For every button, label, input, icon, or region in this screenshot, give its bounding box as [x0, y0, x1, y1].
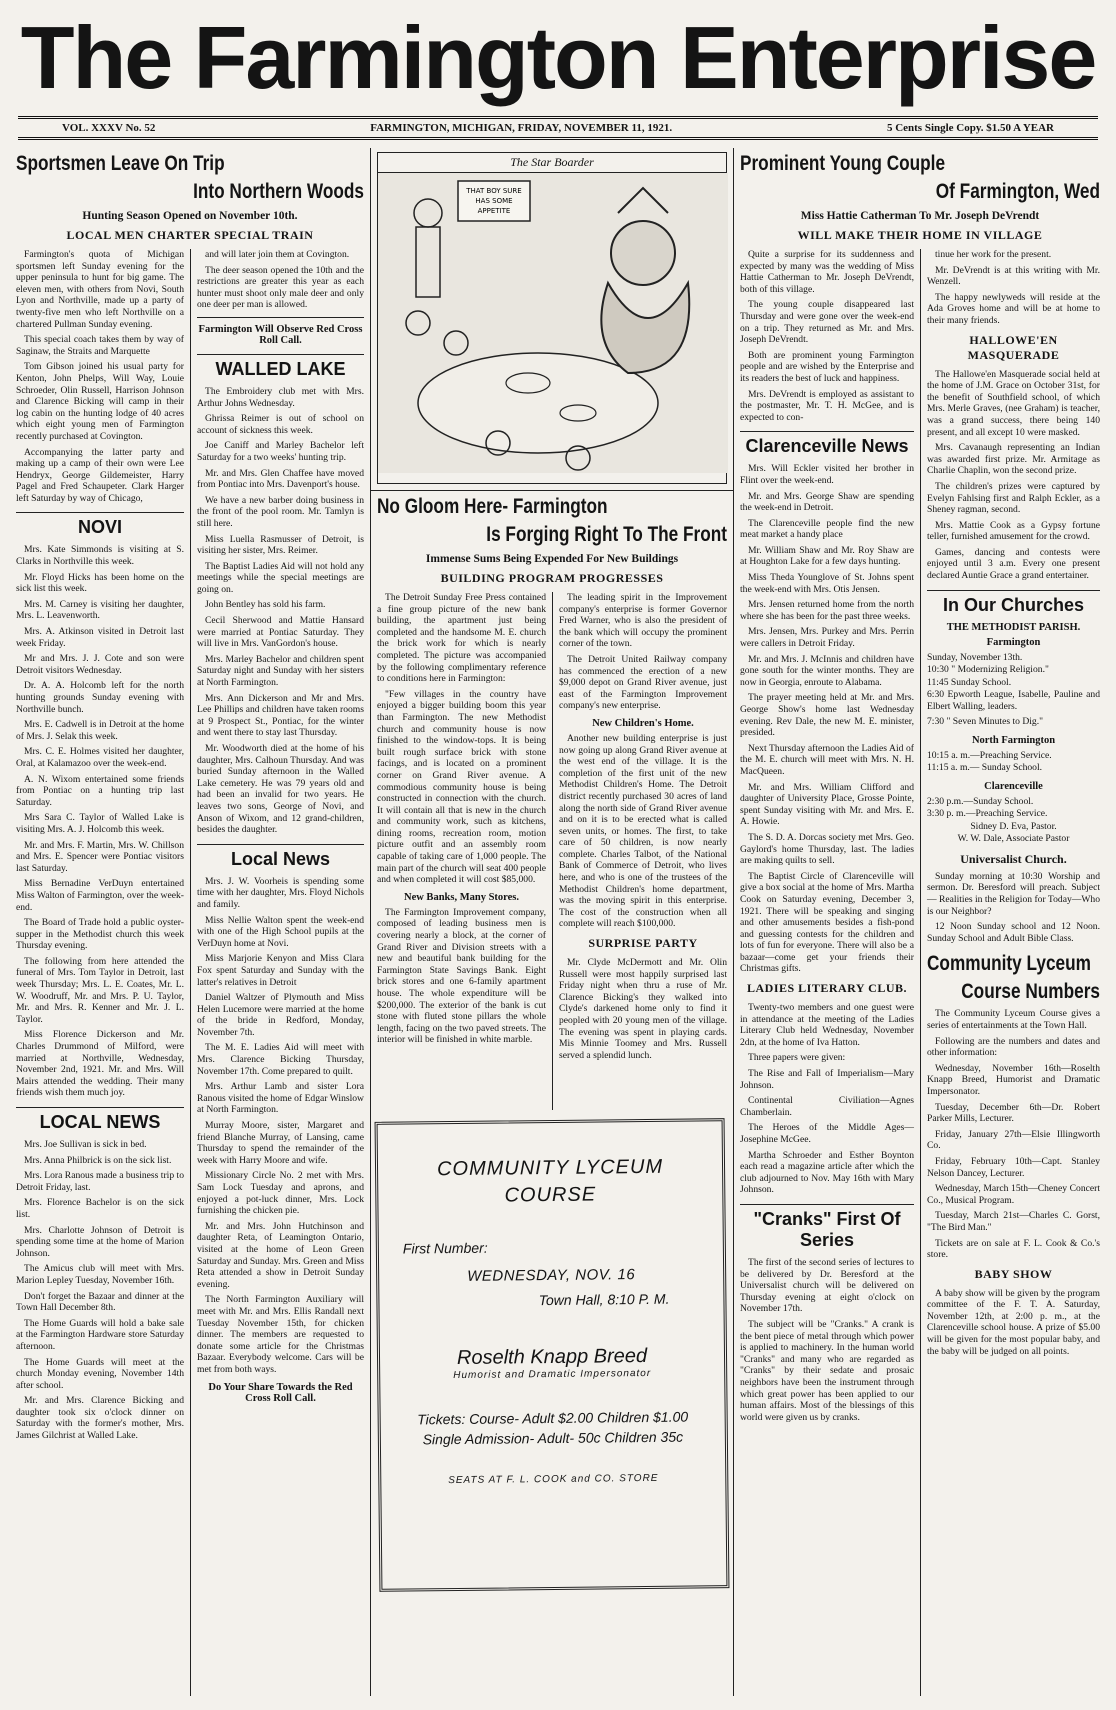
literary-heading: LADIES LITERARY CLUB.	[746, 981, 907, 996]
novi-item: The following from here attended the funeral of Mrs. Tom Taylor in Detroit, last week Thursday; Mrs. L. E. Coates, Mr. L. W. Woodruff, Mr. and Mrs. P. U. Taylor, Mr. and Mrs. R. Kenner and Mr. J. L. Taylor.	[16, 955, 184, 1025]
ad-first-number: First Number:	[402, 1239, 488, 1257]
article-paragraph: Another new building enterprise is just now going up along Grand River avenue at the west end of the village. It is the completion of the first unit of the new Methodist Children's Home. The Detroit district recently purchased 30 acres of land along the north side of Grand River avenue and on it is to be erected what is called seven units, or homes. The first, to take care of 50 children, is now nearly complete. Charles Talbot, of the National Bank of Commerce of Detroit, who lives here, and who is one of the trustees of the Methodist Children's home department, was the moving spirit in this enterprise. The cost of the construction when all complete will reach $100,000.	[559, 732, 727, 930]
local-item: The North Farmington Auxiliary will meet with Mr. and Mrs. Ellis Randall next Tuesday November 15th, for chicken dinner. The members are requested to donate some article for the Christmas Bazaar. Everybody welcome. Cars will be met from both ways.	[197, 1294, 364, 1375]
schedule-line: Sidney D. Eva, Pastor.	[970, 820, 1057, 832]
walled-lake-item: John Bentley has sold his farm.	[205, 599, 326, 611]
literary-item: Twenty-two members and one guest were in attendance at the meeting of the Ladies Literary Club held Wednesday, November 2dn, at the home of Iva Hatton.	[740, 1002, 914, 1048]
column-3	[371, 592, 552, 1110]
novi-item: Miss Bernadine VerDuyn entertained Miss Walton of Farmington, over the week-end.	[16, 878, 184, 913]
walled-lake-item: The Baptist Ladies Aid will not hold any meetings while the special meetings are going on.	[197, 560, 364, 595]
clarenceville-heading: Clarenceville News	[740, 431, 914, 457]
article-paragraph: and will later join them at Covington.	[205, 249, 350, 260]
cartoon-caption: The Star Boarder	[378, 153, 726, 173]
sportsmen-deck-2: LOCAL MEN CHARTER SPECIAL TRAIN	[66, 228, 314, 242]
local-item: Murray Moore, sister, Margaret and friend Blanche Murray, of Lansing, came Thursday to spend the remainder of the week with Harry Moore and wife.	[197, 1120, 364, 1166]
walled-lake-item: We have a new barber doing business in the front of the pool room. Mr. Tamlyn is still here.	[197, 494, 364, 529]
walled-lake-item: Mrs. Marley Bachelor and children spent Saturday night and Sunday with her sisters at North Farmington.	[197, 653, 364, 689]
article-paragraph: The deer season opened the 10th and the restrictions are greater this year as each hunter must shoot only male deer and only one deer per man is allowed.	[197, 264, 364, 311]
column-4	[552, 592, 733, 1110]
lyceum-item: The Community Lyceum Course gives a series of entertainments at the Town Hall.	[927, 1008, 1100, 1031]
article-paragraph: Quite a surprise for its suddenness and expected by many was the wedding of Miss Hattie Catherman to Mr. Joseph DeVrendt, both of this village.	[740, 249, 914, 295]
local-item: The Home Guards will hold a bake sale at the Farmington Hardware store Saturday afternoon.	[16, 1317, 184, 1352]
masthead	[10, 0, 1106, 116]
local-news-heading: Local News	[197, 844, 364, 870]
schedule-line: 7:30 " Seven Minutes to Dig."	[927, 716, 1044, 728]
ad-title-1: COMMUNITY LYCEUM	[436, 1155, 664, 1181]
ad-seats: SEATS AT F. L. COOK and CO. STORE	[448, 1472, 659, 1487]
cartoon-illustration	[378, 173, 728, 473]
universalist-item: 12 Noon Sunday school and 12 Noon. Sunday School and Adult Bible Class.	[927, 921, 1100, 944]
red-cross-notice: Farmington Will Observe Red Cross Roll Call.	[198, 323, 363, 346]
cranks-item: The subject will be "Cranks." A crank is the bent piece of metal through which power is applied to machinery. In the human world "Cranks" and many who are regarded as "Cranks" by their sedate and prosaic neighbors have been the instrument through which great power has been applied to our human affairs. Most of the blessings of this world were given us by cranks.	[740, 1318, 914, 1423]
article-paragraph: The Detroit Sunday Free Press contained a fine group picture of the new bank building, the apartment just being completed and the handsome M. E. church the brick work for which is nearly completed. The picture was accompanied by the following complimentary reference to conditions here in Farmington:	[377, 592, 546, 685]
red-cross-roll-call-notice: Do Your Share Towards the Red Cross Roll Call.	[208, 1381, 353, 1404]
clarenceville-item: The prayer meeting held at Mr. and Mrs. George Show's home last Wednesday evening. Rev Dale, the new M. E. minister, presided.	[740, 692, 914, 739]
literary-item: Martha Schroeder and Esther Boynton each read a magazine article after which the club adjourned to Nov. May 16th with Mary Johnson.	[740, 1149, 914, 1196]
local-item: Mrs. Arthur Lamb and sister Lora Ranous visited the home of Edgar Winslow at North Farmington.	[197, 1081, 364, 1116]
local-item: Mr. and Mrs. John Hutchinson and daughter Reta, of Leamington Ontario, visited at the home of Leon Green Saturday and Sunday. Mrs. Green and Miss Reta attended a show in Detroit Sunday evening.	[197, 1220, 364, 1290]
clarenceville-item: Miss Theda Younglove of St. Johns spent the week-end with Mrs. Otis Jensen.	[740, 572, 914, 595]
walled-lake-item: Miss Luella Rasmusser of Detroit, is visiting her sister, Mrs. Reimer.	[197, 533, 364, 557]
gloom-subhead-1: New Banks, Many Stores.	[403, 891, 520, 903]
local-item: Miss Marjorie Kenyon and Miss Clara Fox spent Saturday and Sunday with the latter's relatives in Detroit	[197, 953, 364, 988]
lyceum-item: Tickets are on sale at F. L. Cook & Co.'s store.	[927, 1237, 1100, 1261]
column-6	[920, 249, 1106, 1696]
clarenceville-church-heading: Clarenceville	[984, 780, 1043, 792]
local-item: Mrs. J. W. Voorheis is spending some time with her daughter, Mrs. Floyd Nichols and family.	[197, 875, 364, 910]
right-block	[734, 148, 1106, 1696]
walled-lake-heading: WALLED LAKE	[197, 354, 364, 380]
local-item: Mrs. Lora Ranous made a business trip to Detroit Friday, last.	[16, 1170, 184, 1193]
lyceum-item: Wednesday, November 16th—Roselth Knapp Breed, Humorist and Dramatic Impersonator.	[927, 1062, 1100, 1097]
novi-item: Dr. A. A. Holcomb left for the north hunting grounds Sunday evening with Northville bunch.	[16, 680, 184, 715]
local-item: Mrs. Joe Sullivan is sick in bed.	[24, 1139, 147, 1150]
lyceum-item: Friday, February 10th—Capt. Stanley Nelson Dancey, Lecturer.	[927, 1155, 1100, 1179]
methodist-location: Farmington	[986, 636, 1041, 648]
ad-date: WEDNESDAY, NOV. 16	[467, 1266, 636, 1285]
halloween-item: Mrs. Cavanaugh representing an Indian was awarded first prize. Mr. Armitage as Charlie Chaplin, won the second prize.	[927, 442, 1100, 477]
clarenceville-item: The Clarenceville people find the new meat market a handy place	[740, 517, 914, 541]
article-paragraph: Farmington's quota of Michigan sportsmen left Sunday evening for the upper peninsula to hunt for big game. The eleven men, with others from Novi, South Lyon and Northville, made up a party of twenty-five men who left Northville on a chartered Pullman Sunday evening.	[16, 249, 184, 330]
gloom-deck-1: Immense Sums Being Expended For New Buildings	[425, 553, 679, 565]
article-paragraph: This special coach takes them by way of Saginaw, the Straits and Marquette	[16, 334, 184, 357]
novi-heading: NOVI	[16, 512, 184, 538]
walled-lake-item: Mr. Woodworth died at the home of his daughter, Mrs. Calhoun Thursday. And was buried Sunday afternoon in the Walled Lake cemetery. He was 79 years old and had been an invalid for two years. He leaves two sons, George of Novi, and Anson of Wixom, and 12 grand-children, besides the daughter.	[197, 743, 364, 836]
local-item: Miss Nellie Walton spent the week-end with one of the High School pupils at the VerDuyn home at Novi.	[197, 914, 364, 949]
lyceum-item: Friday, January 27th—Elsie Illingworth Co.	[927, 1128, 1100, 1152]
article-paragraph: The leading spirit in the Improvement company's enterprise is former Governor Fred Warner, who is also the president of the bank which will occupy the prominent corner of the town.	[559, 592, 727, 650]
article-paragraph: Mrs. DeVrendt is employed as assistant to the postmaster, Mr. T. H. McGee, and is expected to con-	[740, 388, 914, 423]
local-news-heading-2: LOCAL NEWS	[16, 1107, 184, 1133]
cartoon-balloon-line: APPETITE	[477, 207, 511, 215]
halloween-item: The children's prizes were captured by Evelyn Fahlsing first and Ralph Eckler, as a Sheney ragman, second.	[927, 480, 1100, 516]
sportsmen-article	[10, 148, 370, 249]
clarenceville-item: Mrs. Jensen returned home from the north where she has been for the past three weeks.	[740, 599, 914, 622]
sportsmen-headline-1: Sportsmen Leave On Trip	[16, 152, 225, 175]
couple-deck-1: Miss Hattie Catherman To Mr. Joseph DeVrendt	[800, 210, 1040, 222]
ad-prices-course: Tickets: Course- Adult $2.00 Children $1.00	[417, 1408, 689, 1428]
novi-item: Mrs. Kate Simmonds is visiting at S. Clarks in Northville this week.	[16, 544, 184, 568]
novi-item: The Board of Trade hold a public oyster-supper in the Methodist church this week Thursday evening.	[16, 917, 184, 952]
article-paragraph: "Few villages in the country have enjoyed a bigger building boom this year than Farmington. The new Methodist church and community house is now finished to the window-tops. It is being built rough surface brick with stone facings, and is located on a prominent corner on Grand River avenue. A commodious community house is being constructed in connection with the church. It will contain all that is new in the church and community work, such as kitchens, dining rooms, recreation room, motion picture outfit and an assembly room capable of taking care of 1,000 people. The main part of the church will seat 400 people and when completed it will cost $85,000.	[377, 688, 546, 886]
universalist-item: Sunday morning at 10:30 Worship and sermon. Dr. Beresford will preach. Subject— Realities in the Religion for Today—Who is our Neighbor?	[927, 870, 1100, 917]
schedule-line: 3:30 p. m.—Preaching Service.	[927, 808, 1048, 820]
ad-place: Town Hall, 8:10 P. M.	[538, 1290, 670, 1309]
ad-title-2: COURSE	[504, 1183, 597, 1207]
gloom-article	[371, 490, 733, 592]
local-item: Don't forget the Bazaar and dinner at the Town Hall December 8th.	[16, 1290, 184, 1314]
novi-item: Mrs. M. Carney is visiting her daughter, Mrs. L. Leavenworth.	[16, 598, 184, 622]
surprise-heading: SURPRISE PARTY	[588, 936, 698, 951]
walled-lake-item: Mr. and Mrs. Glen Chaffee have moved from Pontiac into Mrs. Davenport's house.	[197, 467, 364, 491]
schedule-line: 2:30 p.m.—Sunday School.	[927, 795, 1034, 807]
local-item: Mr. and Mrs. Clarence Bicking and daughter took six o'clock dinner on Saturday with the former's mother, Mrs. James Gilchrist at Walled Lake.	[16, 1395, 184, 1442]
article-paragraph: Accompanying the latter party and making up a camp of their own were Lee Hendryx, George Gildemeister, Harry Pagel and Fred Schaupeter. Clark Harger left Saturday by way of Chicago,	[16, 446, 184, 504]
article-paragraph: The happy newlyweds will reside at the Ada Groves home and will be at home to their many friends.	[927, 291, 1100, 326]
north-farmington-heading: North Farmington	[971, 734, 1056, 746]
cranks-item: The first of the second series of lectures to be delivered by Dr. Beresford at the Universalist church will be delivered on Thursday evening at eight o'clock on November 17th.	[740, 1256, 914, 1315]
lyceum-advertisement	[375, 1118, 730, 1592]
cartoon-balloon-line: HAS SOME	[475, 197, 513, 205]
schedule-line: 6:30 Epworth League, Isabelle, Pauline and Elbert Walling, leaders.	[927, 689, 1100, 712]
gloom-subhead-2: New Children's Home.	[592, 717, 694, 729]
couple-headline-1: Prominent Young Couple	[740, 152, 946, 175]
cartoon-balloon-line: THAT BOY SURE	[466, 187, 522, 195]
walled-lake-item: Cecil Sherwood and Mattie Hansard were married at Pontiac Saturday. They will live in Mrs. VanGordon's house.	[197, 615, 364, 650]
walled-lake-item: Mrs. Ann Dickerson and Mr and Mrs. Lee Phillips and children have taken rooms at 9 Prospect St., Pontiac, for the winter and went there to stay last Thursday.	[197, 692, 364, 739]
north-schedule	[927, 750, 1100, 775]
schedule-line: 10:15 a. m.—Preaching Service.	[927, 749, 1052, 761]
issue-date: FARMINGTON, MICHIGAN, FRIDAY, NOVEMBER 11, 1921.	[370, 122, 673, 134]
clarenceville-item: Mrs. Jensen, Mrs. Purkey and Mrs. Perrin were callers in Detroit Friday.	[740, 626, 914, 650]
literary-item: Continental Civiliation—Agnes Chamberlain.	[740, 1095, 914, 1118]
local-item: Mrs. Anna Philbrick is on the sick list.	[24, 1154, 172, 1166]
novi-item: Mrs. E. Cadwell is in Detroit at the home of Mrs. J. Selak this week.	[16, 719, 184, 742]
novi-item: Mr. and Mrs. F. Martin, Mrs. W. Chillson and Mrs. E. Spencer were Pontiac visitors last Saturday.	[16, 839, 184, 874]
local-item: Mrs. Charlotte Johnson of Detroit is spending some time at the home of Marion Johnson.	[16, 1224, 184, 1259]
baby-show-text: A baby show will be given by the program committee of the F. T. A. Saturday, November 12th, at 2:00 p. m., at the Clarenceville school house. A prize of $5.00 will be given for the most popular baby, and the baby will be judged on all points.	[927, 1287, 1100, 1357]
column-2	[190, 249, 370, 1696]
clarenceville-item: Mr. and Mrs. William Clifford and daughter of University Place, Grosse Pointe, spent Sunday visiting with Mr. and Mrs. E. A. Howie.	[740, 781, 914, 828]
schedule-line: 10:30 " Modernizing Religion."	[927, 664, 1049, 676]
walled-lake-item: The Embroidery club met with Mrs. Arthur Johns Wednesday.	[197, 385, 364, 409]
volume-number: VOL. XXXV No. 52	[62, 122, 156, 134]
gloom-headline-1: No Gloom Here- Farmington	[377, 495, 608, 518]
clarenceville-item: The Baptist Circle of Clarenceville will give a box social at the home of Mrs. Martha Cook on Saturday evening, December 3, 1921. There will be speaking and singing and other amusements besides a fish-pond and guessing contests for the children and lots of fun for everyone. There will also be a bazaar—come get your friends their Christmas gifts.	[740, 870, 914, 975]
methodist-heading: THE METHODIST PARISH.	[946, 621, 1081, 633]
gloom-headline-2: Is Forging Right To The Front	[486, 523, 727, 546]
local-item: Daniel Waltzer of Plymouth and Miss Helen Lucemore were married at the home of the bride in Redford, Monday, November 7th.	[197, 992, 364, 1038]
schedule-line: W. W. Dale, Associate Pastor	[957, 833, 1070, 845]
article-paragraph: Mr. DeVrendt is at this writing with Mr. Wenzell.	[927, 264, 1100, 288]
cartoon-box	[377, 152, 727, 484]
column-1	[10, 249, 190, 1696]
clarenceville-item: Mrs. Will Eckler visited her brother in Flint over the week-end.	[740, 463, 914, 486]
subscription-price: 5 Cents Single Copy. $1.50 A YEAR	[886, 122, 1054, 134]
article-paragraph: The Farmington Improvement company, composed of leading business men is covering nearly a block, at the corner of Grand River and Division streets with a new and beautiful bank building for the Farmington State Savings Bank. Eight brick stores and one 6-family apartment house. The whole expenditure will be $200,000. The exterior of the bank is cut stone with fluted stone pillars the whole length, facing on the two paved streets. The interior will be finished in white marble.	[377, 906, 546, 1046]
couple-headline-2: Of Farmington, Wed	[935, 180, 1100, 203]
methodist-schedule	[927, 652, 1100, 729]
literary-item: The Heroes of the Middle Ages—Josephine McGee.	[740, 1122, 914, 1145]
article-paragraph: The young couple disappeared last Thursday and were gone over the week-end on a trip. They returned as Mr. and Mrs. Joseph DeVrendt.	[740, 299, 914, 346]
article-paragraph: Tom Gibson joined his usual party for Kenton, John Phelps, Will Way, Louie Schroeder, Olin Russell, Harrison Johnson and Clarence Bicking will camp in their log cabin on the hunting lodge of 40 acres which eight young men of Farmington recently purchased at Covington.	[16, 361, 184, 442]
schedule-line: 11:15 a. m.— Sunday School.	[927, 762, 1043, 774]
gloom-deck-2: BUILDING PROGRAM PROGRESSES	[440, 571, 664, 585]
walled-lake-item: Joe Caniff and Marley Bachelor left Saturday for a two weeks' hunting trip.	[197, 440, 364, 463]
local-item: The Amicus club will meet with Mrs. Marion Lepley Tuesday, November 16th.	[16, 1263, 184, 1286]
novi-item: Mr. Floyd Hicks has been home on the sick list this week.	[16, 571, 184, 595]
article-paragraph: Both are prominent young Farmington people and are wished by the Enterprise and its readers the best of luck and happiness.	[740, 349, 914, 384]
local-item: Missionary Circle No. 2 met with Mrs. Sam Lock Tuesday and aprons, and enjoyed a pot-luck dinner, Mrs. Lock furnishing the chicken pie.	[197, 1170, 364, 1217]
lyceum-item: Following are the numbers and dates and other information:	[927, 1035, 1100, 1059]
middle-block	[370, 148, 734, 1696]
universalist-heading: Universalist Church.	[960, 851, 1067, 866]
ad-prices-single: Single Admission- Adult- 50c Children 35c	[422, 1428, 684, 1448]
literary-item: The Rise and Fall of Imperialism—Mary Johnson.	[740, 1068, 914, 1091]
halloween-heading: HALLOWE'EN MASQUERADE	[967, 332, 1060, 362]
novi-item: Mrs. A. Atkinson visited in Detroit last week Friday.	[16, 626, 184, 649]
article-paragraph: The Detroit United Railway company has commenced the erection of a new $9,000 depot on Grand River avenue, just east of the Farmington Improvement company's new enterprise.	[559, 653, 727, 712]
walled-lake-item: Ghrissa Reimer is out of school on account of sickness this week.	[197, 413, 364, 436]
lyceum-item: Wednesday, March 15th—Cheney Concert Co., Musical Program.	[927, 1183, 1100, 1206]
clarenceville-item: The S. D. A. Dorcas society met Mrs. Geo. Gaylord's home Thursday, last. The ladies are making quilts to sell.	[740, 831, 914, 867]
baby-show-heading: BABY SHOW	[974, 1266, 1053, 1281]
article-paragraph: tinue her work for the present.	[935, 249, 1052, 260]
local-item: The M. E. Ladies Aid will meet with Mrs. Clarence Bicking Thursday, November 17th. Come prepared to quilt.	[197, 1042, 364, 1077]
ad-performer-title: Humorist and Dramatic Impersonator	[453, 1367, 652, 1382]
ad-performer: Roselth Knapp Breed	[456, 1345, 648, 1369]
halloween-item: Games, dancing and contests were enjoyed until 3 a.m. Every one present declared Auntie Grace a grand entertainer.	[927, 546, 1100, 582]
couple-deck-2: WILL MAKE THEIR HOME IN VILLAGE	[797, 228, 1043, 242]
novi-item: Mr and Mrs. J. J. Cote and son were Detroit visitors Wednesday.	[16, 653, 184, 676]
clarenceville-item: Next Thursday afternoon the Ladies Aid of the M. E. church will meet with Mrs. N. H. MacQueen.	[740, 742, 914, 777]
clarenceville-item: Mr. William Shaw and Mr. Roy Shaw are at Houghton Lake for a few days hunting.	[740, 544, 914, 568]
dateline-bar	[18, 116, 1098, 140]
novi-item: Mrs Sara C. Taylor of Walled Lake is visiting Mrs. A. J. Holcomb this week.	[16, 812, 184, 835]
newspaper-title: The Farmington Enterprise	[20, 8, 1096, 107]
lyceum-item: Tuesday, December 6th—Dr. Robert Parker Mills, Lecturer.	[927, 1101, 1100, 1125]
sportsmen-headline-2: Into Northern Woods	[193, 180, 364, 203]
churches-heading: In Our Churches	[927, 590, 1100, 616]
schedule-line: 11:45 Sunday School.	[927, 676, 1012, 688]
lyceum-headline-1: Community Lyceum	[927, 952, 1091, 976]
sportsmen-deck-1: Hunting Season Opened on November 10th.	[82, 210, 298, 222]
lyceum-item: Tuesday, March 21st—Charles C. Gorst, "The Bird Man."	[927, 1210, 1100, 1233]
novi-item: Miss Florence Dickerson and Mr. Charles Drummond of Milford, were married at Northville, Wednesday, November 2nd, 1921. Mr. and Mrs. Will Mairs attended the wedding. Their many friends wish them much joy.	[16, 1029, 184, 1099]
novi-item: Mrs. C. E. Holmes visited her daughter, Oral, at Kalamazoo over the week-end.	[16, 746, 184, 769]
article-paragraph: Mr. Clyde McDermott and Mr. Olin Russell were most happily surprised last Friday night when thru a ruse of Mr. Clarence Bicking's they walked into Clyde's darkened home only to find it peopled with 20 young men of the village. The evening was spent in playing cards. Mis Minnie Toomey and Mrs. Russell served a splendid lunch.	[559, 957, 727, 1061]
local-item: Mrs. Florence Bachelor is on the sick list.	[16, 1197, 184, 1220]
lyceum-headline-2: Course Numbers	[961, 980, 1100, 1004]
clarenceville-item: Mr. and Mrs. J. McInnis and children have gone south for the winter months. They are now in Georgia, enroute to Alabama.	[740, 653, 914, 688]
couple-article	[734, 148, 1106, 249]
left-block	[10, 148, 370, 1696]
cranks-heading: "Cranks" First Of Series	[740, 1204, 914, 1251]
clarenceville-schedule	[927, 796, 1100, 846]
novi-item: A. N. Wixom entertained some friends from Pontiac on a hunting trip last Saturday.	[16, 773, 184, 808]
halloween-item: The Hallowe'en Masquerade social held at the home of J.M. Grace on October 31st, for the benefit of Southfield school, of which Mrs. Merle Graves, (nee Graham) is teacher, was a grand success, there being 140 present, and all except 10 were masked.	[927, 368, 1100, 438]
column-5	[734, 249, 920, 1696]
local-item: The Home Guards will meet at the church Monday evening, November 14th after school.	[16, 1356, 184, 1391]
clarenceville-item: Mr. and Mrs. George Shaw are spending the week-end in Detroit.	[740, 490, 914, 514]
halloween-item: Mrs. Mattie Cook as a Gypsy fortune teller, furnished amusement for the crowd.	[927, 519, 1100, 543]
literary-item: Three papers were given:	[748, 1052, 846, 1064]
schedule-line: Sunday, November 13th.	[927, 651, 1023, 663]
